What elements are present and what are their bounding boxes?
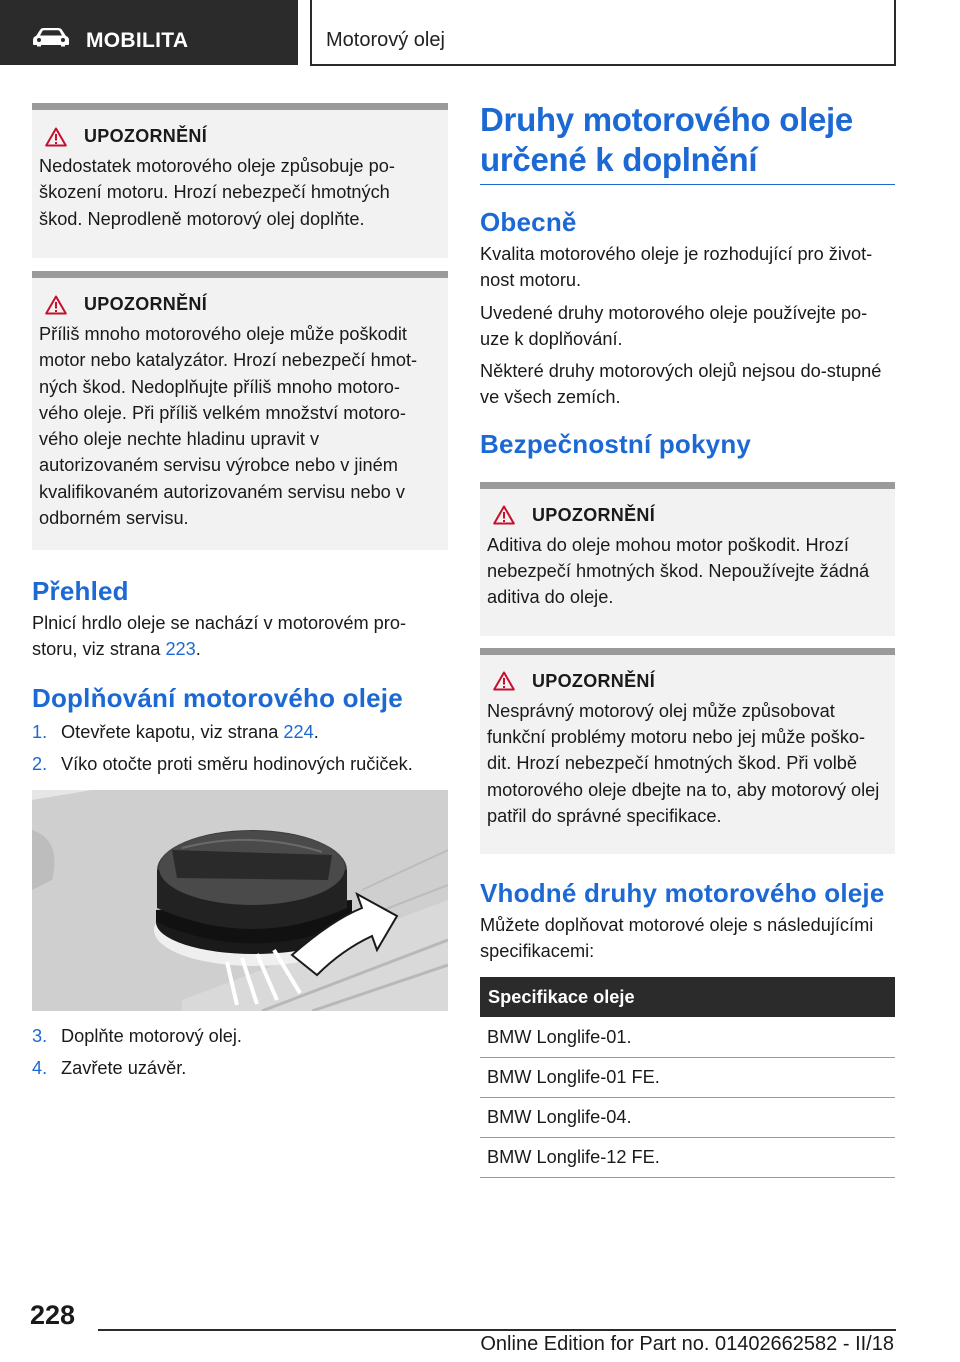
step-number: 3. (32, 1026, 48, 1047)
prehled-text-end: . (195, 639, 201, 660)
table-cell: BMW Longlife-12 FE. (480, 1137, 895, 1177)
spec-table (480, 977, 895, 1178)
section-heading-doplnovani: Doplňování motorového oleje (32, 682, 403, 713)
page-number: 228 (30, 1300, 76, 1330)
warning-triangle-icon (493, 671, 515, 691)
paragraph: Kvalita motorového oleje je rozhodující pro život-nost motoru. (480, 244, 873, 291)
warning-text: Příliš mnoho motorového oleje může poškodit motor nebo katalyzátor. Hrozí nebezpečí hmot-ných škod. Nedoplňujte příliš mnoho motoro-vého oleje. Při příliš velkém množství motoro-vého oleje nechte hladinu upravit v autorizovaném servisu výrobce nebo v jiném kvalifikovaném autorizovaném servisu nebo v odborném servisu. (39, 324, 418, 529)
step-number: 1. (32, 721, 48, 742)
chapter-label: Motorový olej (326, 29, 445, 51)
warning-box (480, 648, 895, 854)
list-item (32, 751, 448, 777)
page-ref-link[interactable]: 224 (283, 721, 314, 742)
header-section-tab (0, 0, 298, 65)
step-text: Víko otočte proti směru hodinových ručiček. (61, 753, 413, 774)
table-cell: BMW Longlife-01. (480, 1017, 895, 1057)
page-title: Druhy motorového oleje určené k doplnění (480, 100, 895, 185)
page-ref-link[interactable]: 223 (165, 639, 196, 660)
section-heading-prehled: Přehled (32, 576, 129, 606)
warning-box (32, 271, 448, 550)
table-row (480, 1017, 895, 1057)
step-number: 4. (32, 1058, 48, 1079)
table-cell: BMW Longlife-04. (480, 1097, 895, 1137)
warning-triangle-icon (45, 295, 67, 315)
edition-label: Online Edition for Part no. 01402662582 - II/18 (480, 1333, 894, 1355)
vhodne-text: Můžete doplňovat motorové oleje s následujícími specifikacemi: (480, 914, 874, 962)
step-text: Zavřete uzávěr. (61, 1058, 187, 1079)
steps-list (32, 1023, 448, 1082)
warning-triangle-icon (493, 505, 515, 525)
section-heading-bezpecnost: Bezpečnostní pokyny (480, 428, 752, 459)
table-header-row (480, 977, 895, 1017)
prehled-text (32, 610, 448, 663)
warning-title: UPOZORNĚNÍ (532, 670, 656, 691)
step-text-main: Otevřete kapotu, viz strana (61, 721, 284, 742)
oil-cap-illustration (32, 790, 448, 1011)
warning-box (32, 103, 448, 258)
car-icon (32, 27, 70, 47)
list-item (32, 1055, 448, 1081)
oil-cap-drawing (32, 790, 448, 1011)
section-heading-obecne: Obecně (480, 207, 577, 237)
warning-header (493, 505, 883, 526)
steps-list (32, 719, 448, 778)
warning-text: Nesprávný motorový olej může způsobovat funkční problémy motoru nebo jej může poško-dit. Hrozí nebezpečí hmotných škod. Při volbě motorového oleje dbejte na to, aby motorový olej patřil do správné specifikace. (487, 700, 880, 826)
section-label: MOBILITA (86, 29, 189, 52)
warning-header (493, 671, 883, 692)
table-row (480, 1057, 895, 1097)
warning-title: UPOZORNĚNÍ (84, 294, 208, 314)
header-chapter-box (310, 0, 896, 66)
list-item (32, 1023, 448, 1049)
warning-triangle-icon (45, 127, 67, 147)
step-text (61, 719, 319, 745)
step-number: 2. (32, 753, 48, 774)
table-row (480, 1137, 895, 1177)
table-cell: BMW Longlife-01 FE. (480, 1057, 895, 1097)
prehled-text-main: Plnicí hrdlo oleje se nachází v motorovém pro-storu, viz strana (32, 613, 407, 660)
warning-box (480, 482, 895, 636)
warning-header (45, 126, 436, 147)
warning-title: UPOZORNĚNÍ (84, 126, 208, 146)
footer-divider (98, 1329, 896, 1331)
left-column (32, 103, 448, 1088)
warning-text: Aditiva do oleje mohou motor poškodit. Hrozí nebezpečí hmotných škod. Nepoužívejte žádná aditiva do oleje. (487, 534, 870, 608)
table-row (480, 1097, 895, 1137)
warning-text: Nedostatek motorového oleje způsobuje po-škození motoru. Hrozí nebezpečí hmotných škod. Neprodleně motorový olej doplňte. (39, 156, 395, 229)
step-text-end: . (313, 721, 319, 742)
section-heading-vhodne: Vhodné druhy motorového oleje (480, 877, 885, 908)
paragraph: Uvedené druhy motorového oleje používejte po-uze k doplňování. (480, 302, 868, 349)
step-text: Doplňte motorový olej. (61, 1026, 242, 1047)
table-header-cell: Specifikace oleje (480, 977, 895, 1017)
list-item (32, 719, 448, 745)
paragraph: Některé druhy motorových olejů nejsou do-stupné ve všech zemích. (480, 361, 882, 408)
warning-header (45, 294, 436, 315)
warning-title: UPOZORNĚNÍ (532, 504, 656, 525)
right-column (480, 100, 895, 1178)
